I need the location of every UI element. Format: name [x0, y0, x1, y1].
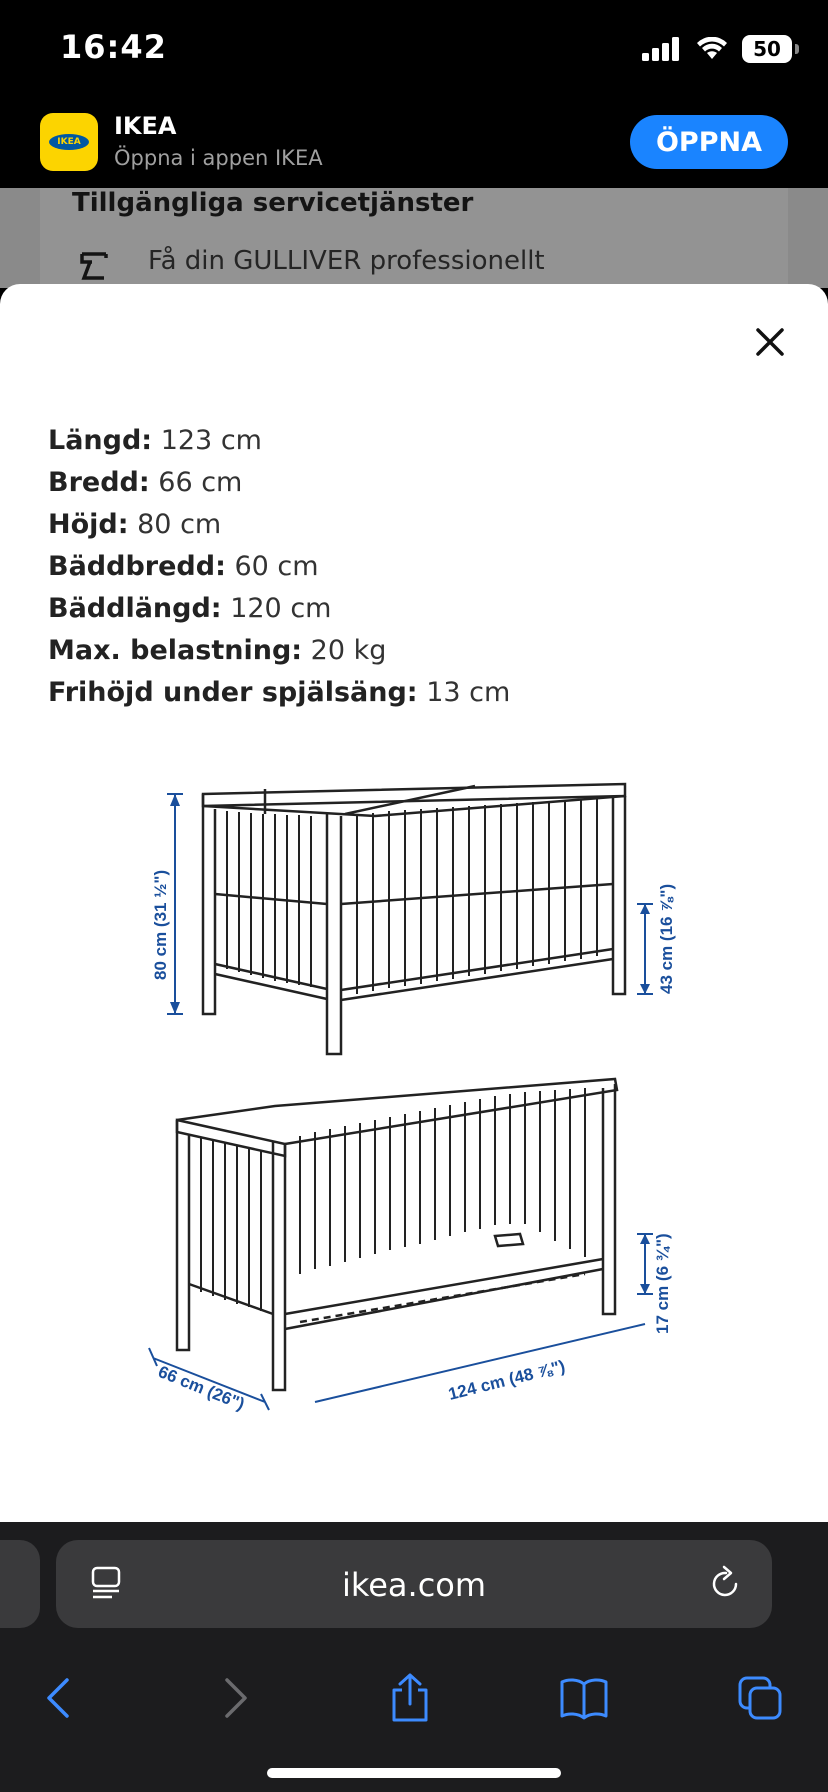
dim-height-total: 80 cm (31 ½") — [151, 869, 170, 980]
forward-icon — [221, 1676, 251, 1720]
dim-height-side: 43 cm (16 ⅞") — [657, 883, 676, 994]
spec-label: Höjd: — [48, 509, 129, 540]
share-icon — [388, 1672, 432, 1724]
spec-row — [48, 546, 510, 588]
spec-label: Bäddbredd: — [48, 551, 226, 582]
spec-label: Längd: — [48, 425, 153, 456]
assembly-tool-icon — [78, 248, 114, 284]
assembly-service-item: Få din GULLIVER professionellt — [148, 246, 545, 276]
battery-level: 50 — [753, 37, 781, 61]
app-name: IKEA — [114, 112, 177, 140]
home-indicator — [267, 1768, 561, 1778]
back-button[interactable] — [28, 1668, 88, 1728]
spec-value: 60 cm — [234, 551, 319, 582]
bookmarks-icon — [558, 1676, 610, 1720]
services-heading: Tillgängliga servicetjänster — [72, 188, 474, 218]
ikea-logo-icon — [40, 113, 98, 171]
url-text: ikea.com — [341, 1566, 487, 1604]
browser-bottom-bar — [0, 1522, 828, 1792]
dimension-list — [48, 420, 510, 714]
status-time: 16:42 — [60, 28, 167, 66]
back-icon — [43, 1676, 73, 1720]
bookmarks-button[interactable] — [554, 1668, 614, 1728]
page-behind-overlay — [0, 188, 828, 288]
spec-row — [48, 462, 510, 504]
open-app-button[interactable]: ÖPPNA — [630, 115, 788, 169]
status-icons — [642, 34, 792, 64]
logo-text: IKEA — [49, 134, 89, 150]
spec-label: Frihöjd under spjälsäng: — [48, 677, 418, 708]
spec-row — [48, 588, 510, 630]
tabs-button[interactable] — [730, 1668, 790, 1728]
dim-length: 124 cm (48 ⅞") — [446, 1356, 567, 1404]
measurements-sheet — [0, 284, 828, 1524]
spec-value: 120 cm — [230, 593, 332, 624]
spec-value: 13 cm — [426, 677, 511, 708]
share-button[interactable] — [380, 1668, 440, 1728]
spec-value: 80 cm — [137, 509, 222, 540]
spec-row — [48, 672, 510, 714]
close-button[interactable] — [748, 320, 792, 364]
spec-value: 66 cm — [158, 467, 243, 498]
previous-tab-peek[interactable] — [0, 1540, 40, 1628]
spec-row — [48, 504, 510, 546]
spec-label: Bredd: — [48, 467, 150, 498]
reload-icon[interactable] — [708, 1564, 744, 1602]
browser-toolbar — [0, 1650, 828, 1750]
battery-icon — [742, 35, 792, 63]
status-bar — [0, 0, 828, 100]
app-subtitle: Öppna i appen IKEA — [114, 146, 323, 170]
forward-button[interactable] — [206, 1668, 266, 1728]
signal-icon — [642, 37, 682, 61]
spec-label: Max. belastning: — [48, 635, 303, 666]
crib-dimension-illustration — [145, 754, 785, 1514]
dim-width: 66 cm (26") — [155, 1362, 248, 1414]
address-bar[interactable] — [56, 1540, 772, 1628]
close-icon — [748, 320, 792, 364]
dim-clearance: 17 cm (6 ¾") — [653, 1233, 672, 1334]
spec-value: 123 cm — [160, 425, 262, 456]
spec-row — [48, 420, 510, 462]
wifi-icon — [696, 37, 728, 61]
spec-row — [48, 630, 510, 672]
tabs-icon — [736, 1674, 784, 1722]
smart-app-banner — [0, 100, 828, 188]
spec-value: 20 kg — [310, 635, 387, 666]
spec-label: Bäddlängd: — [48, 593, 222, 624]
